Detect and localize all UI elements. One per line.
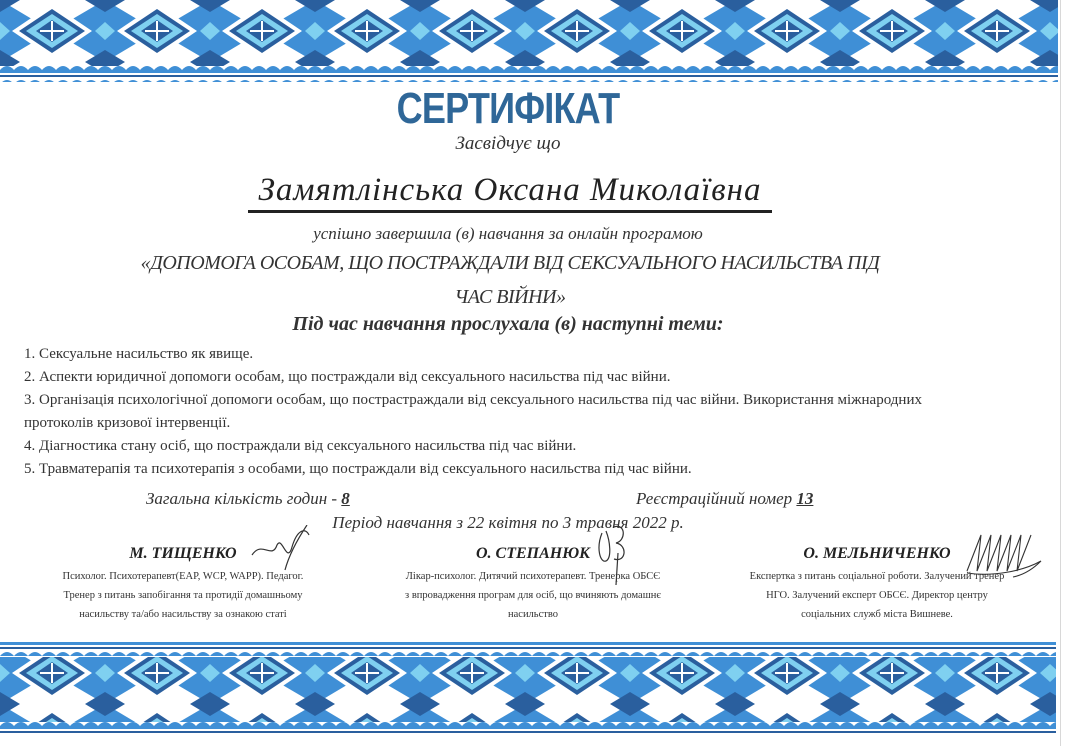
signatory-name-text: О. СТЕПАНЮК: [476, 545, 590, 562]
registration-number: [636, 489, 813, 509]
signatory-description-line: насильству та/або насильству за ознакою статі: [79, 609, 287, 620]
topics-list: [24, 343, 1014, 481]
registration-number-label: Реєстраційний номер: [636, 489, 797, 508]
signatory-description-line: з впровадження програм для осіб, що вчиняють домашнє: [405, 590, 661, 601]
signatory-stepaniuk: [368, 545, 698, 624]
registration-number-value: 13: [796, 489, 814, 508]
signatory-name: [803, 545, 950, 563]
total-hours: [146, 489, 350, 509]
training-period: Період навчання з 22 квітня по 3 травня 2022 р.: [332, 513, 684, 532]
signatory-description-line: Експертка з питань соціальної роботи. Залучений тренер: [749, 571, 1005, 582]
signatory-name: [129, 545, 236, 563]
program-title-line: ЧАС ВІЙНИ»: [454, 286, 566, 308]
topic-item: 5. Травматерапія та психотерапія з особами, що постраждали від сексуального насильства під час війни.: [24, 461, 692, 477]
signatory-description: [368, 567, 698, 624]
topic-item: 3. Організація психологічної допомоги особам, що пострастраждали від сексуального насильства під час війни. Використання міжнародних протоколів кризової інтервенції.: [24, 392, 922, 431]
embroidery-pattern-icon: [0, 0, 1058, 86]
completion-text: успішно завершила (в) навчання за онлайн програмою: [313, 224, 703, 243]
signatory-description-line: Психолог. Психотерапевт(EAP, WCP, WAPP). Педагог.: [62, 571, 304, 582]
topic-item: 2. Аспекти юридичної допомоги особам, що постраждали від сексуального насильства під час війни.: [24, 369, 671, 385]
signatory-melnychenko: [712, 545, 1042, 624]
signature-icon: [596, 523, 636, 585]
program-title: [40, 246, 980, 314]
signatory-name: [476, 545, 590, 563]
total-hours-value: 8: [341, 489, 350, 508]
signatory-tyshchenko: [18, 545, 348, 624]
signatory-description-line: Тренер з питань запобігання та протидії домашньому: [63, 590, 303, 601]
signature-icon: [963, 531, 1043, 579]
certifies-text: Засвідчує що: [455, 133, 561, 154]
signatory-description-line: Лікар-психолог. Дитячий психотерапевт. Тренерка ОБСЄ: [405, 571, 661, 582]
recipient-name: Замятлінська Оксана Миколаївна: [248, 170, 772, 213]
page-edge: [1060, 0, 1061, 746]
embroidery-pattern-icon: [0, 642, 1056, 736]
top-ornament-border: [0, 0, 1058, 86]
certificate-title: СЕРТИФІКАТ: [396, 84, 620, 133]
topic-item: 4. Діагностика стану осіб, що постраждали від сексуального насильства під час війни.: [24, 438, 577, 454]
total-hours-label: Загальна кількість годин -: [146, 489, 342, 508]
topics-heading: Під час навчання прослухала (в) наступні теми:: [292, 313, 724, 335]
signatory-description-line: НГО. Залучений експерт ОБСЄ. Директор центру: [766, 590, 988, 601]
bottom-ornament-border: [0, 642, 1056, 736]
signatory-name-text: О. МЕЛЬНИЧЕНКО: [803, 545, 951, 562]
signatory-description-line: насильство: [508, 609, 558, 620]
signatory-description: [18, 567, 348, 624]
signatory-name-text: М. ТИЩЕНКО: [129, 545, 237, 562]
program-title-line: «ДОПОМОГА ОСОБАМ, ЩО ПОСТРАЖДАЛИ ВІД СЕКСУАЛЬНОГО НАСИЛЬСТВА ПІД: [140, 252, 880, 274]
signature-icon: [247, 525, 317, 575]
topic-item: 1. Сексуальне насильство як явище.: [24, 346, 254, 362]
signatory-description-line: соціальних служб міста Вишневе.: [801, 609, 953, 620]
